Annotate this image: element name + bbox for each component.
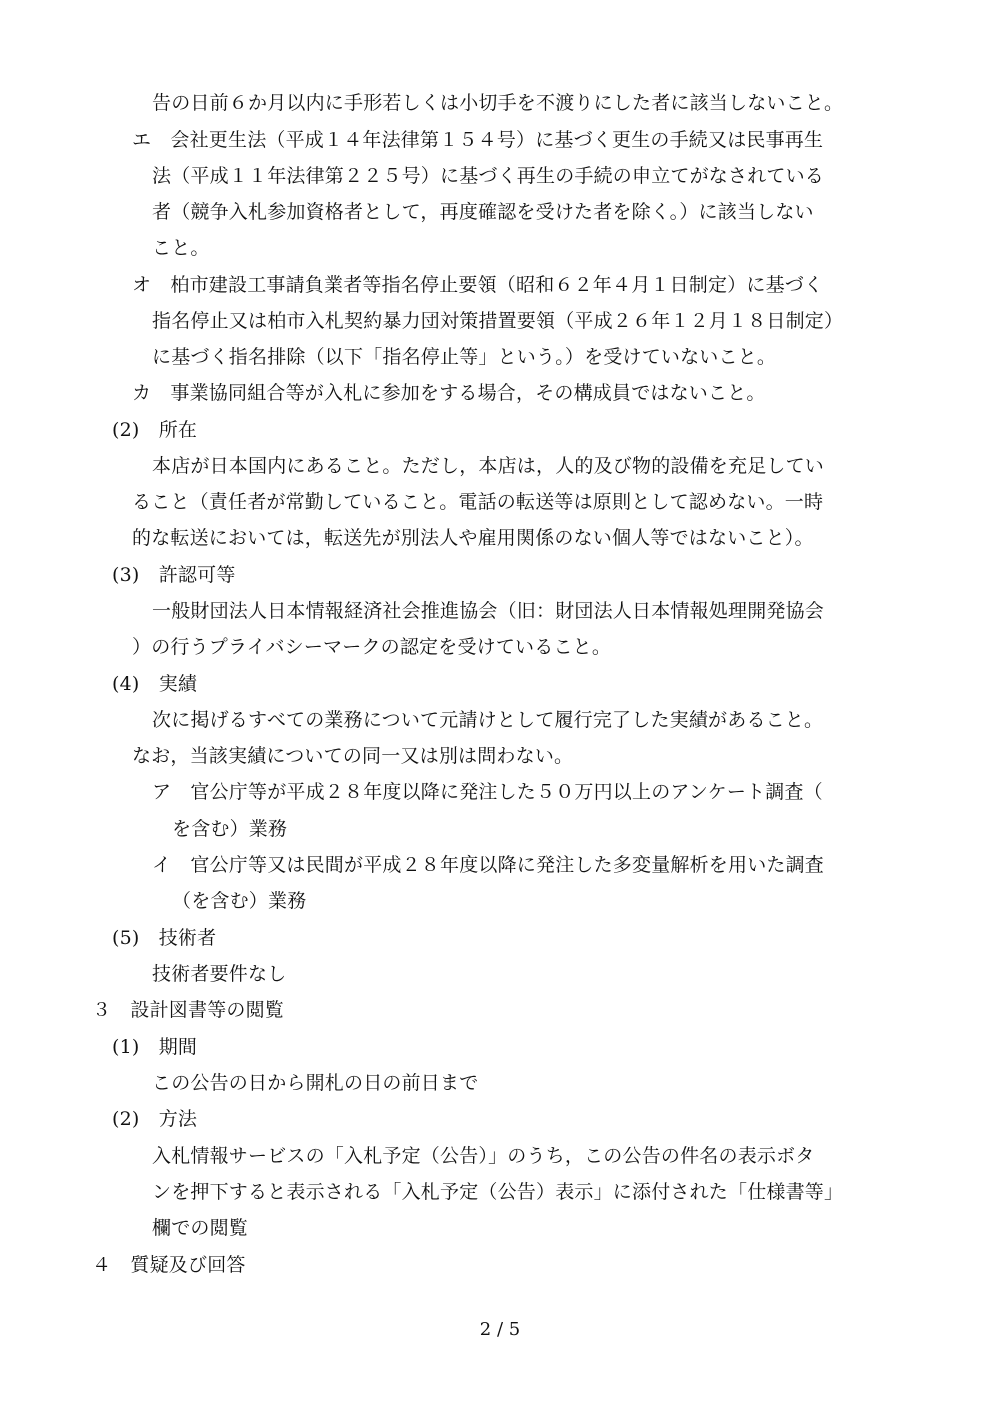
text-line: 欄での閲覧 (152, 1217, 249, 1239)
record-item-a: ア 官公庁等が平成２８年度以降に発注した５０万円以上のアンケート調査（ (152, 781, 823, 803)
text-line: 指名停止又は柏市入札契約暴力団対策措置要領（平成２６年１２月１８日制定） (152, 310, 844, 332)
text-line: 一般財団法人日本情報経済社会推進協会（旧：財団法人日本情報処理開発協会 (152, 600, 825, 622)
section-heading-licenses: (3) 許認可等 (112, 564, 236, 586)
text-line: 入札情報サービスの「入札予定（公告）」のうち，この公告の件名の表示ボタ (152, 1145, 815, 1167)
text-line: こと。 (152, 237, 210, 259)
text-line: 者（競争入札参加資格者として，再度確認を受けた者を除く。）に該当しない (152, 201, 814, 223)
section-heading-4: ４ 質疑及び回答 (92, 1254, 246, 1276)
section-heading-record: (4) 実績 (112, 673, 198, 695)
text-line: ること（責任者が常勤していること。電話の転送等は原則として認めない。一時 (132, 491, 824, 513)
text-line: 技術者要件なし (152, 963, 287, 985)
section-heading-engineer: (5) 技術者 (112, 927, 217, 949)
page-number: 2 / 5 (479, 1319, 521, 1340)
text-line: 的な転送においては，転送先が別法人や雇用関係のない個人等ではないこと）。 (132, 527, 814, 549)
text-line: ンを押下すると表示される「入札予定（公告）表示」に添付された「仕様書等」 (152, 1181, 844, 1203)
text-line: 次に掲げるすべての業務について元請けとして履行完了した実績があること。 (152, 709, 824, 731)
text-line: 法（平成１１年法律第２２５号）に基づく再生の手続の申立てがなされている (152, 165, 825, 187)
text-line: この公告の日から開札の日の前日まで (152, 1072, 479, 1094)
section-heading-period: (1) 期間 (112, 1036, 198, 1058)
text-line: 本店が日本国内にあること。ただし，本店は，人的及び物的設備を充足してい (152, 455, 825, 477)
item-e-line: エ 会社更生法（平成１４年法律第１５４号）に基づく更生の手続又は民事再生 (132, 129, 824, 151)
record-item-i: イ 官公庁等又は民間が平成２８年度以降に発注した多変量解析を用いた調査 (152, 854, 825, 876)
item-o-line: オ 柏市建設工事請負業者等指名停止要領（昭和６２年４月１日制定）に基づく (132, 274, 824, 296)
text-line: に基づく指名排除（以下「指名停止等」という。）を受けていないこと。 (152, 346, 777, 368)
text-line: ）の行うプライバシーマークの認定を受けていること。 (132, 636, 612, 658)
text-line: 告の日前６か月以内に手形若しくは小切手を不渡りにした者に該当しないこと。 (152, 92, 844, 114)
section-heading-location: (2) 所在 (112, 419, 198, 441)
section-heading-method: (2) 方法 (112, 1108, 198, 1130)
section-heading-3: ３ 設計図書等の閲覧 (92, 999, 285, 1021)
item-ka-line: カ 事業協同組合等が入札に参加をする場合，その構成員ではないこと。 (132, 382, 766, 404)
text-line: を含む）業務 (172, 818, 288, 840)
text-line: （を含む）業務 (172, 890, 307, 912)
text-line: なお，当該実績についての同一又は別は問わない。 (132, 745, 574, 767)
